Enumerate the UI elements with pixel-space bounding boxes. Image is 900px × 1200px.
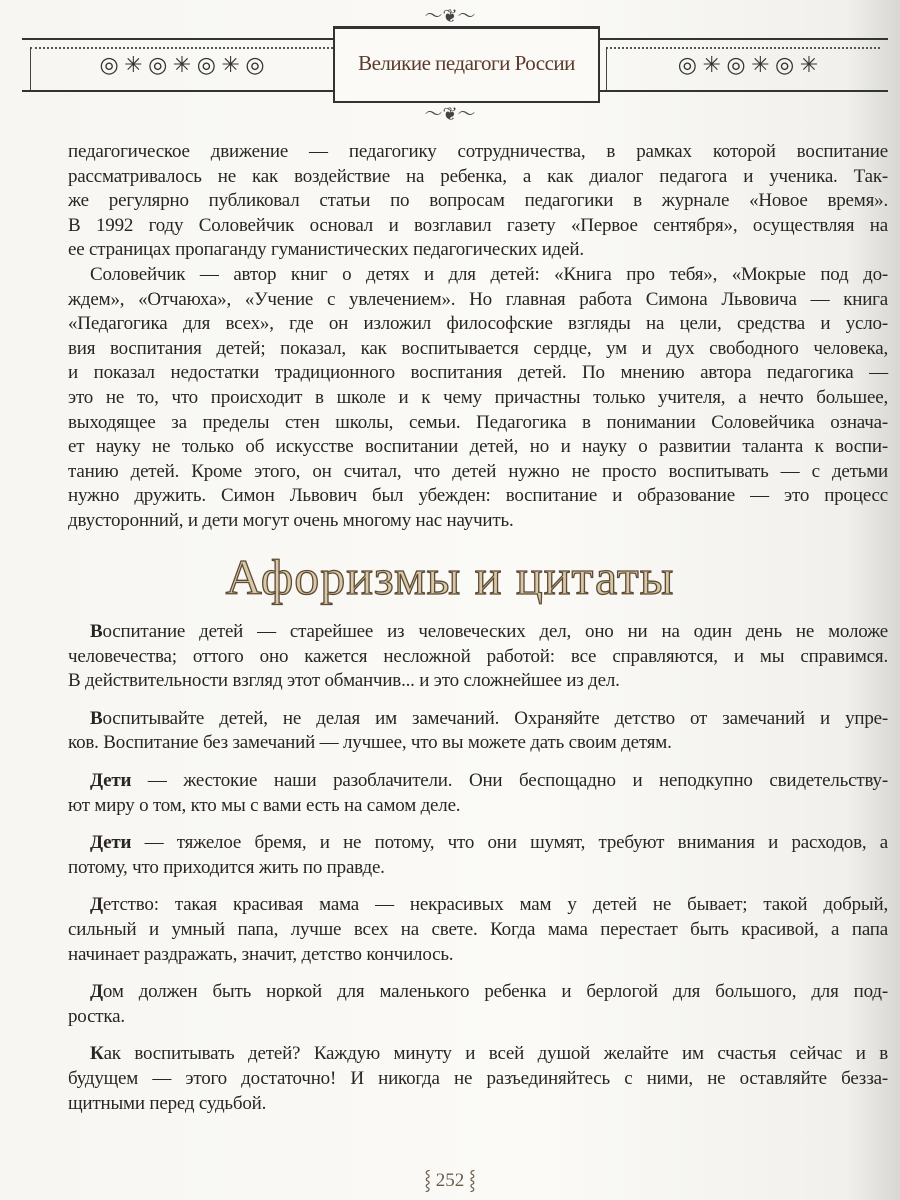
flourish-icon: ⸾ — [424, 1170, 436, 1191]
rosette-ornament-icon: ◎ ✳ ◎ ✳ ◎ ✳ ◎ — [99, 52, 265, 77]
text-line — [68, 1067, 888, 1092]
quote-lead: В — [90, 707, 103, 729]
paragraph — [68, 140, 888, 263]
quote-text: человечества; оттого оно кажется несложной работой: все справляются, и мы справимся. — [68, 645, 888, 667]
page-number-text: 252 — [435, 1170, 465, 1191]
body-text — [68, 140, 888, 534]
page-header — [0, 0, 900, 130]
quote-text: оспитание детей — старейшее из человеческих дел, оно ни на один день не моложе — [102, 621, 888, 642]
quote-item — [68, 893, 888, 967]
quotes-list — [68, 620, 888, 1129]
quote-item — [68, 707, 888, 756]
text-line: Соловейчик — автор книг о детях и для детей: «Книга про тебя», «Мокрые под до- — [90, 263, 888, 285]
quote-text: щитными перед судьбой. — [68, 1092, 267, 1114]
text-line — [68, 669, 888, 694]
quote-lead: Д — [90, 981, 103, 1003]
section-heading: Афоризмы и цитаты — [225, 549, 675, 605]
quote-text: начинает раздражать, значит, детство кончилось. — [68, 943, 454, 965]
text-line: выходящее за пределы стен школы, семьи. Педагогика в понимании Соловейчика означа- — [68, 411, 888, 433]
text-line — [68, 1042, 888, 1067]
quote-text: сильный и умный папа, лучше всех на свете. Когда мама перестает быть красивой, а папа — [68, 918, 888, 940]
text-line — [68, 707, 888, 732]
text-line — [68, 980, 888, 1005]
text-line — [68, 831, 888, 856]
text-line — [68, 645, 888, 670]
quote-text: ом должен быть норкой для маленького ребенка и берлогой для большого, для под- — [102, 981, 888, 1003]
quote-lead: Д — [90, 894, 103, 916]
quote-text: ков. Воспитание без замечаний — лучшее, что вы можете дать своим детям. — [68, 732, 672, 754]
quote-text: ак воспитывать детей? Каждую минуту и всей душой желайте им счастья сейчас и в — [103, 1043, 888, 1065]
text-line: двусторонний, и дети могут очень многому нас научить. — [68, 509, 514, 531]
flourish-top-icon: 〜❦〜 — [424, 6, 476, 26]
flourish-bottom-icon: 〜❦〜 — [424, 104, 476, 124]
text-line — [68, 1005, 888, 1030]
text-line — [68, 794, 888, 819]
text-line: же регулярно публиковал статьи по вопросам педагогики в журнале «Новое время». — [68, 190, 888, 212]
text-line: нужно дружить. Симон Львович был убежден: воспитание и образование — это процесс — [68, 485, 888, 507]
text-line — [68, 856, 888, 881]
quote-text: — жестокие наши разоблачители. Они беспощадно и неподкупно свидетельству- — [131, 769, 888, 791]
quote-lead: К — [90, 1043, 104, 1065]
quote-text: будущем — этого достаточно! И никогда не разъединяйтесь с ними, не оставляйте безза- — [68, 1067, 888, 1089]
running-header-title: Великие педагоги России — [358, 51, 575, 75]
quote-item — [68, 831, 888, 880]
quote-lead: Дети — [90, 832, 132, 854]
text-line — [68, 943, 888, 968]
text-line: ждем», «Отчаюха», «Учение с увлечением». Но главная работа Симона Львовича — книга — [68, 288, 888, 310]
text-line: «Педагогика для всех», где он изложил философские взгляды на цели, средства и усло- — [68, 313, 888, 335]
running-header-box — [333, 26, 600, 103]
rosette-ornament-icon: ◎ ✳ ◎ ✳ ◎ ✳ — [677, 52, 819, 77]
flourish-icon: ⸾ — [464, 1170, 476, 1191]
text-line — [68, 918, 888, 943]
text-line — [68, 893, 888, 918]
quote-text: ют миру о том, кто мы с вами есть на самом деле. — [68, 794, 461, 816]
text-line — [68, 620, 888, 645]
text-line: педагогическое движение — педагогику сотрудничества, в рамках которой воспитание — [68, 141, 888, 162]
text-line: вия воспитания детей; показал, как воспитывается сердце, ум и дух свободного человека, — [68, 337, 888, 359]
text-line: танию детей. Кроме этого, он считал, что детей нужно не просто воспитывать — с детьми — [68, 460, 888, 482]
quote-item — [68, 769, 888, 818]
text-line: это не то, что происходит в школе и к чему причастны только учителя, а нечто большее, — [68, 386, 888, 408]
quote-item — [68, 980, 888, 1029]
text-line: и показал недостатки традиционного воспитания детей. По мнению автора педагогика — — [68, 362, 888, 384]
ornamental-band-right — [598, 38, 888, 92]
text-line — [68, 769, 888, 794]
quote-text: В действительности взгляд этот обманчив... и это сложнейшее из дел. — [68, 670, 620, 692]
quote-text: оспитывайте детей, не делая им замечаний. Охраняйте детство от замечаний и упре- — [102, 707, 888, 729]
text-line — [68, 731, 888, 756]
text-line: рассматривалось не как воздействие на ребенка, а как диалог педагога и ученика. Так- — [68, 165, 888, 187]
text-line — [68, 1092, 888, 1117]
text-line: В 1992 году Соловейчик основал и возглавил газету «Первое сентября», осуществляя на — [68, 214, 888, 236]
paragraph — [68, 263, 888, 534]
quote-text: етство: такая красивая мама — некрасивых мам у детей не бывает; такой добрый, — [102, 894, 888, 916]
quote-text: — тяжелое бремя, и не потому, что они шумят, требуют внимания и расходов, а — [131, 832, 888, 854]
text-line: ет науку не только об искусстве воспитании детей, но и науку о развитии таланта к воспи- — [68, 436, 888, 458]
quote-lead: Дети — [90, 769, 132, 791]
quote-text: ростка. — [68, 1005, 125, 1027]
page-number — [0, 1166, 900, 1192]
quote-text: потому, что приходится жить по правде. — [68, 856, 385, 878]
quote-lead: В — [90, 621, 103, 642]
quote-item — [68, 1042, 888, 1116]
quote-item — [68, 620, 888, 694]
text-line: ее страницах пропаганду гуманистических педагогических идей. — [68, 239, 584, 261]
